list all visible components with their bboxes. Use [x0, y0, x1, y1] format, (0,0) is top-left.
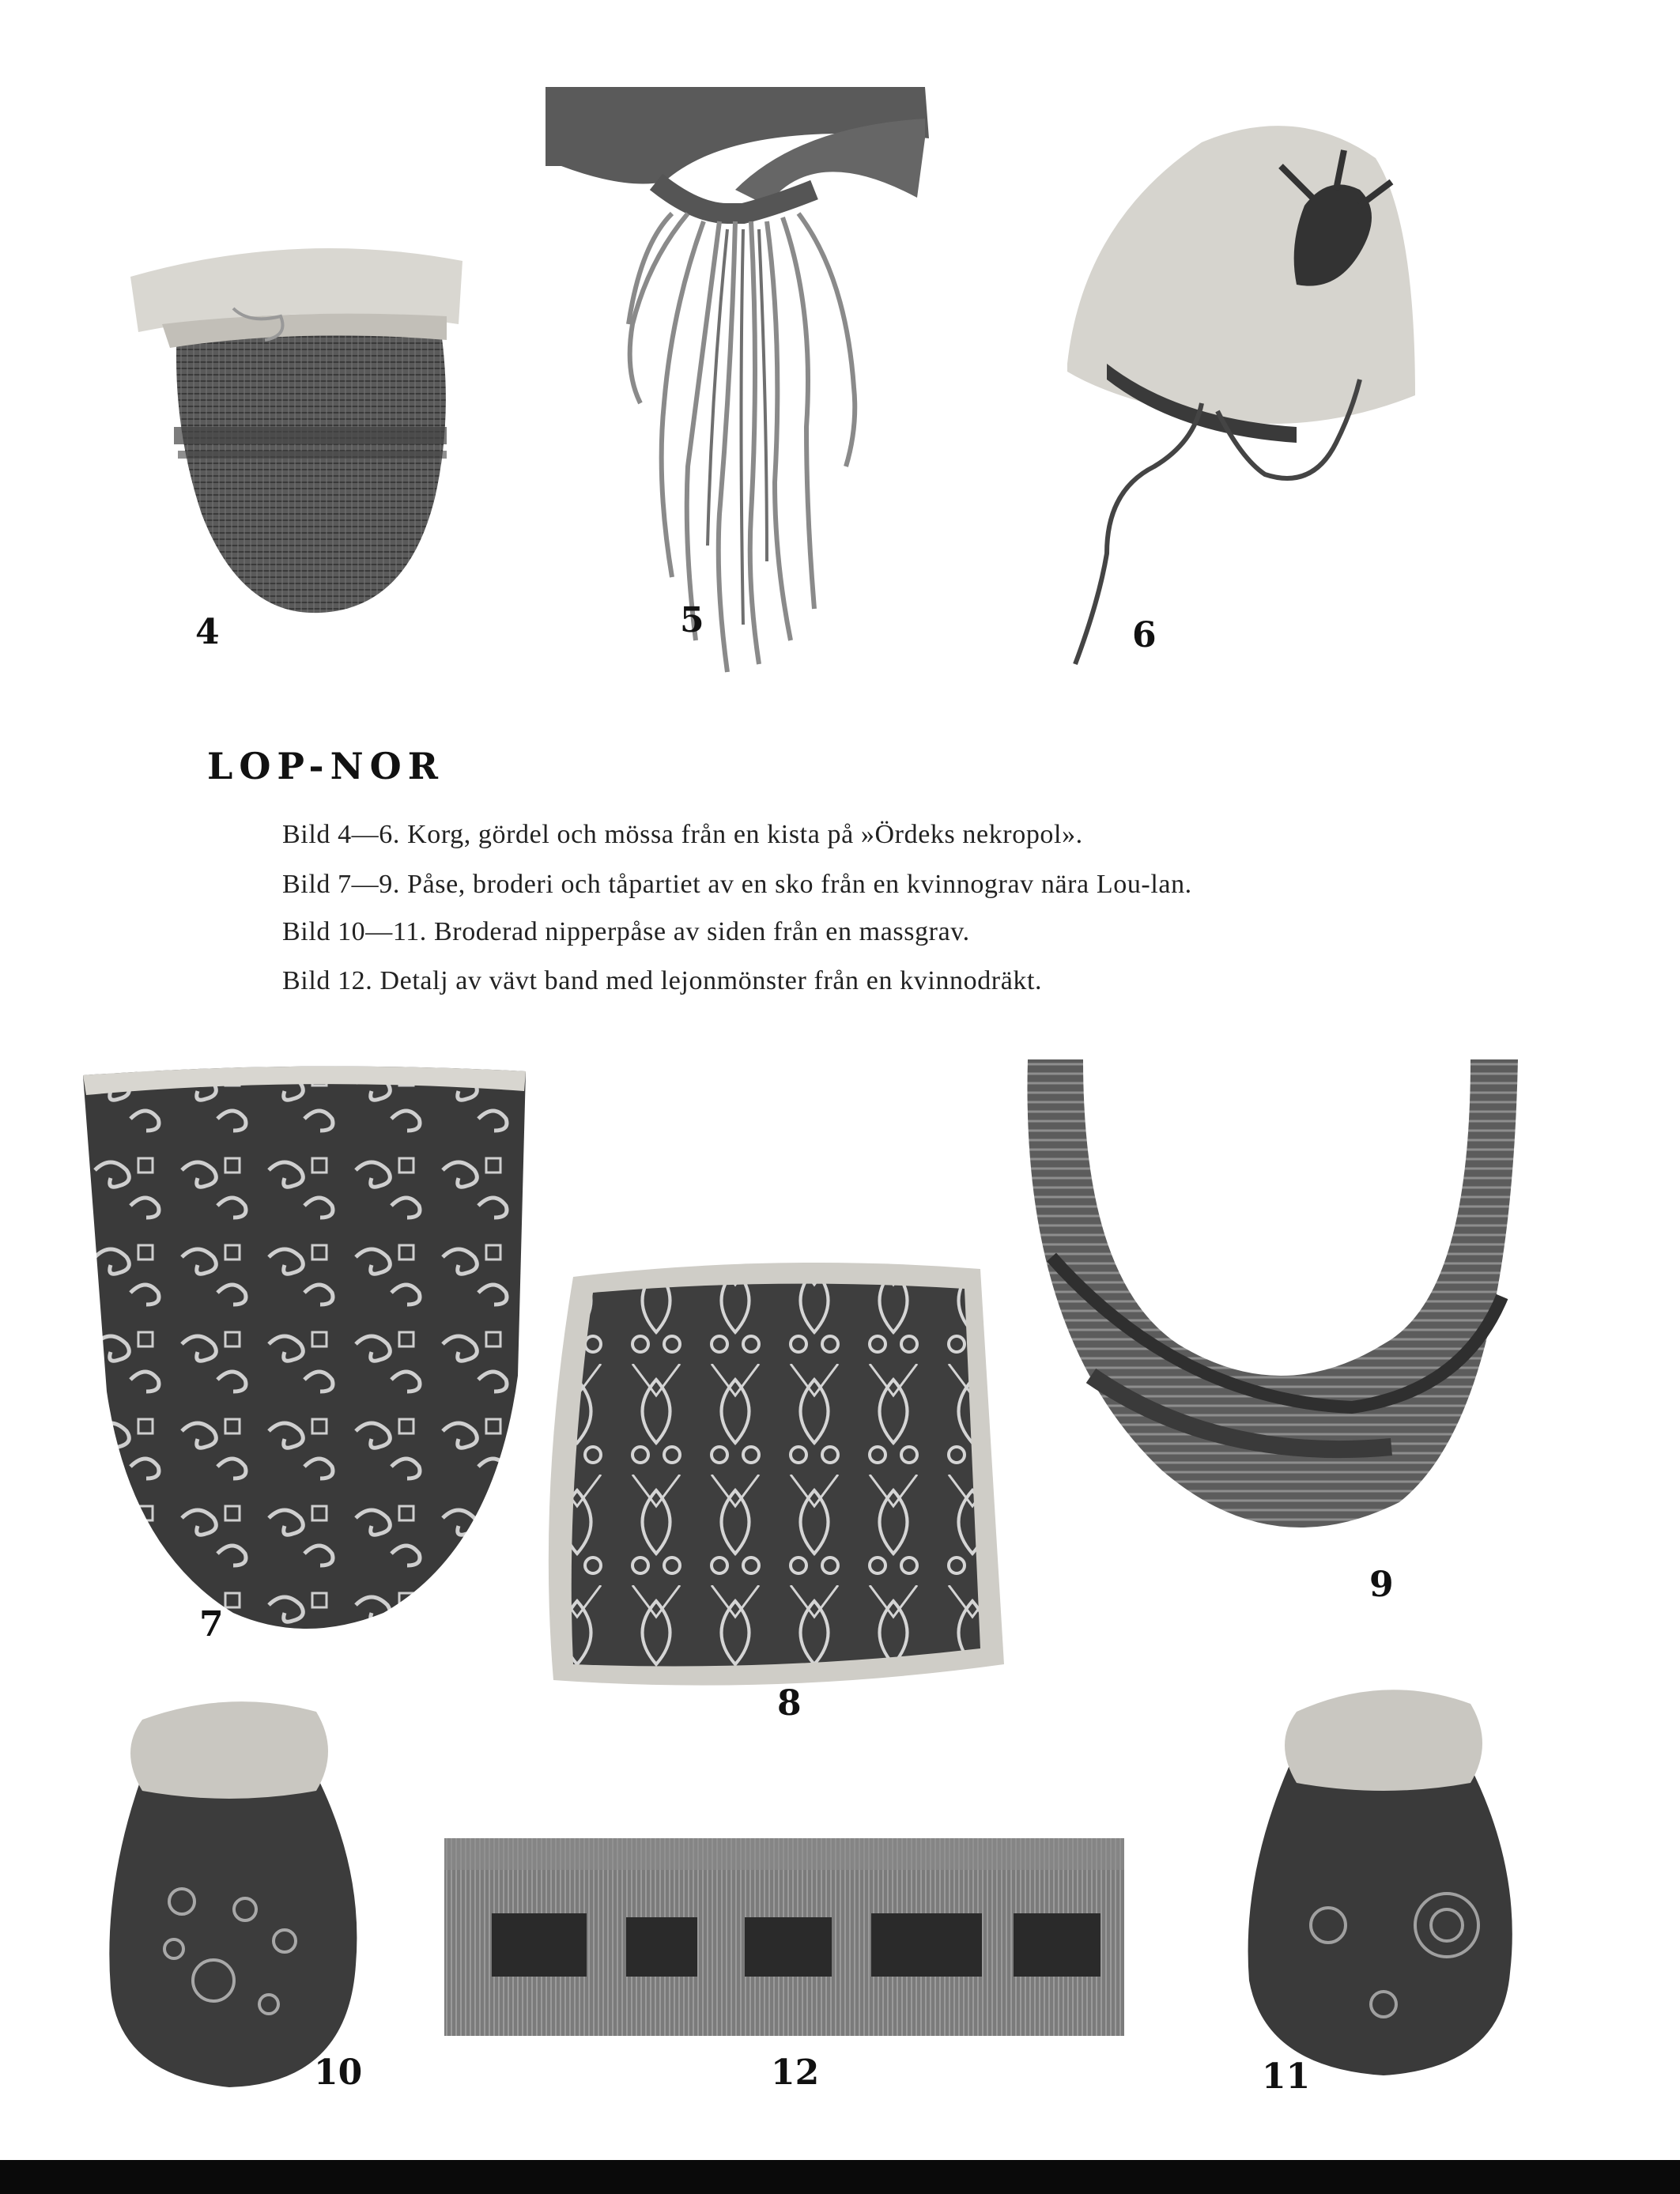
figure-number-11: 11	[1262, 2056, 1311, 2097]
photo-woven-band	[444, 1838, 1124, 2036]
photo-belt	[538, 71, 933, 688]
photo-silk-pouch-11	[1233, 1672, 1534, 2083]
photo-patterned-bag	[83, 1059, 526, 1637]
caption-line-3: Bild 10—11. Broderad nipperpåse av siden från en massgrav.	[282, 917, 970, 946]
photo-cap	[1059, 111, 1423, 696]
photo-silk-pouch-10	[87, 1688, 372, 2091]
figure-number-6: 6	[1132, 615, 1157, 655]
figure-number-10: 10	[314, 2052, 363, 2093]
figure-number-9: 9	[1369, 1565, 1394, 1605]
figure-number-7: 7	[199, 1604, 224, 1645]
figure-number-12: 12	[771, 2052, 820, 2093]
photo-embroidery	[538, 1253, 1012, 1704]
caption-line-1: Bild 4—6. Korg, gördel och mössa från en kista på »Ördeks nekropol».	[282, 820, 1083, 849]
photo-shoe-toe	[1020, 1059, 1526, 1565]
figure-number-4: 4	[195, 612, 220, 652]
figure-number-5: 5	[680, 600, 704, 640]
caption-line-2: Bild 7—9. Påse, broderi och tåpartiet av en sko från en kvinnograv nära Lou-lan.	[282, 870, 1192, 899]
caption-line-4: Bild 12. Detalj av vävt band med lejonmönster från en kvinnodräkt.	[282, 966, 1043, 995]
section-heading: LOP-NOR	[207, 745, 444, 787]
bottom-scan-edge	[0, 2160, 1680, 2194]
photo-basket	[115, 213, 478, 625]
figure-number-8: 8	[777, 1683, 802, 1724]
